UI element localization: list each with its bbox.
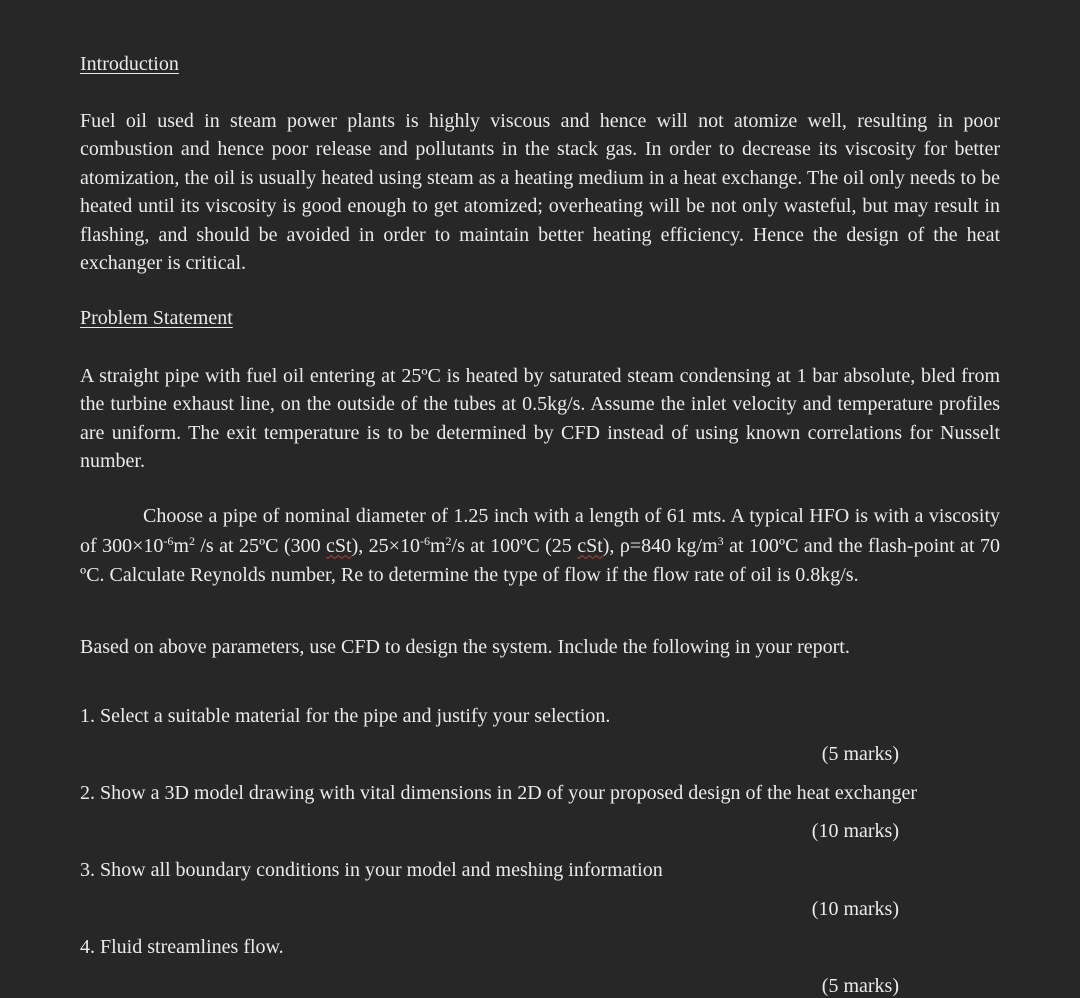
p2-exp-2: 2 <box>188 533 195 548</box>
p2-exp-5: 3 <box>717 533 724 548</box>
task-item-2: 2. Show a 3D model drawing with vital dimensions in 2D of your proposed design of the heat exchanger <box>80 782 918 804</box>
p2-text-d: ), 25×10 <box>351 534 420 557</box>
problem-paragraph-2 <box>80 502 1000 591</box>
task-item-1: 1. Select a suitable material for the pipe and justify your selection. <box>80 705 611 727</box>
p2-text-e: m <box>429 534 446 557</box>
task-item-4: 4. Fluid streamlines flow. <box>80 936 284 958</box>
spellcheck-word-cst-1: cSt <box>326 534 352 557</box>
p2-text-a: Choose a pipe of nominal diameter of 1.25 inch with a length of 61 mts. A typical HFO is with a viscosity of 300×10 <box>80 505 1000 557</box>
p2-exp-1: -6 <box>163 533 174 548</box>
problem-paragraph-1: A straight pipe with fuel oil entering at 25ºC is heated by saturated steam condensing at 1 bar absolute, bled from the turbine exhaust line, on the outside of the tubes at 0.5kg/s. Assume the inlet velocity and temperature profiles are uniform. The exit temperature is to be determined by CFD instead of using known correlations for Nusselt number. <box>80 365 1000 473</box>
task-3-marks: (10 marks) <box>811 898 899 920</box>
p2-text-g: ), ρ=840 kg/m <box>602 534 718 557</box>
spellcheck-word-cst-2: cSt <box>577 534 603 557</box>
p2-exp-3: -6 <box>419 533 430 548</box>
task-item-3: 3. Show all boundary conditions in your model and meshing information <box>80 859 663 881</box>
task-4-marks: (5 marks) <box>821 975 899 997</box>
problem-paragraph-3: Based on above parameters, use CFD to design the system. Include the following in your report. <box>80 636 850 658</box>
p2-text-c: /s at 25ºC (300 <box>194 534 327 557</box>
p2-text-h: at 100ºC and the flash-point at 70 ºC. Calculate Reynolds number, Re to determine the type of flow if the flow rate of oil is 0.8kg/s. <box>80 534 1000 586</box>
task-1-marks: (5 marks) <box>821 743 899 765</box>
introduction-heading: Introduction <box>80 53 179 75</box>
problem-statement-heading: Problem Statement <box>80 307 233 329</box>
introduction-paragraph: Fuel oil used in steam power plants is highly viscous and hence will not atomize well, resulting in poor combustion and hence poor release and pollutants in the stack gas. In order to decrease its viscosity for better atomization, the oil is usually heated using steam as a heating medium in a heat exchange. The oil only needs to be heated until its viscosity is good enough to get atomized; overheating will be not only wasteful, but may result in flashing, and should be avoided in order to maintain better heating efficiency. Hence the design of the heat exchanger is critical. <box>80 110 1000 275</box>
p2-exp-4: 2 <box>445 533 452 548</box>
task-2-marks: (10 marks) <box>811 820 899 842</box>
p2-text-b: m <box>173 534 189 557</box>
p2-text-f: /s at 100ºC (25 <box>451 534 578 557</box>
